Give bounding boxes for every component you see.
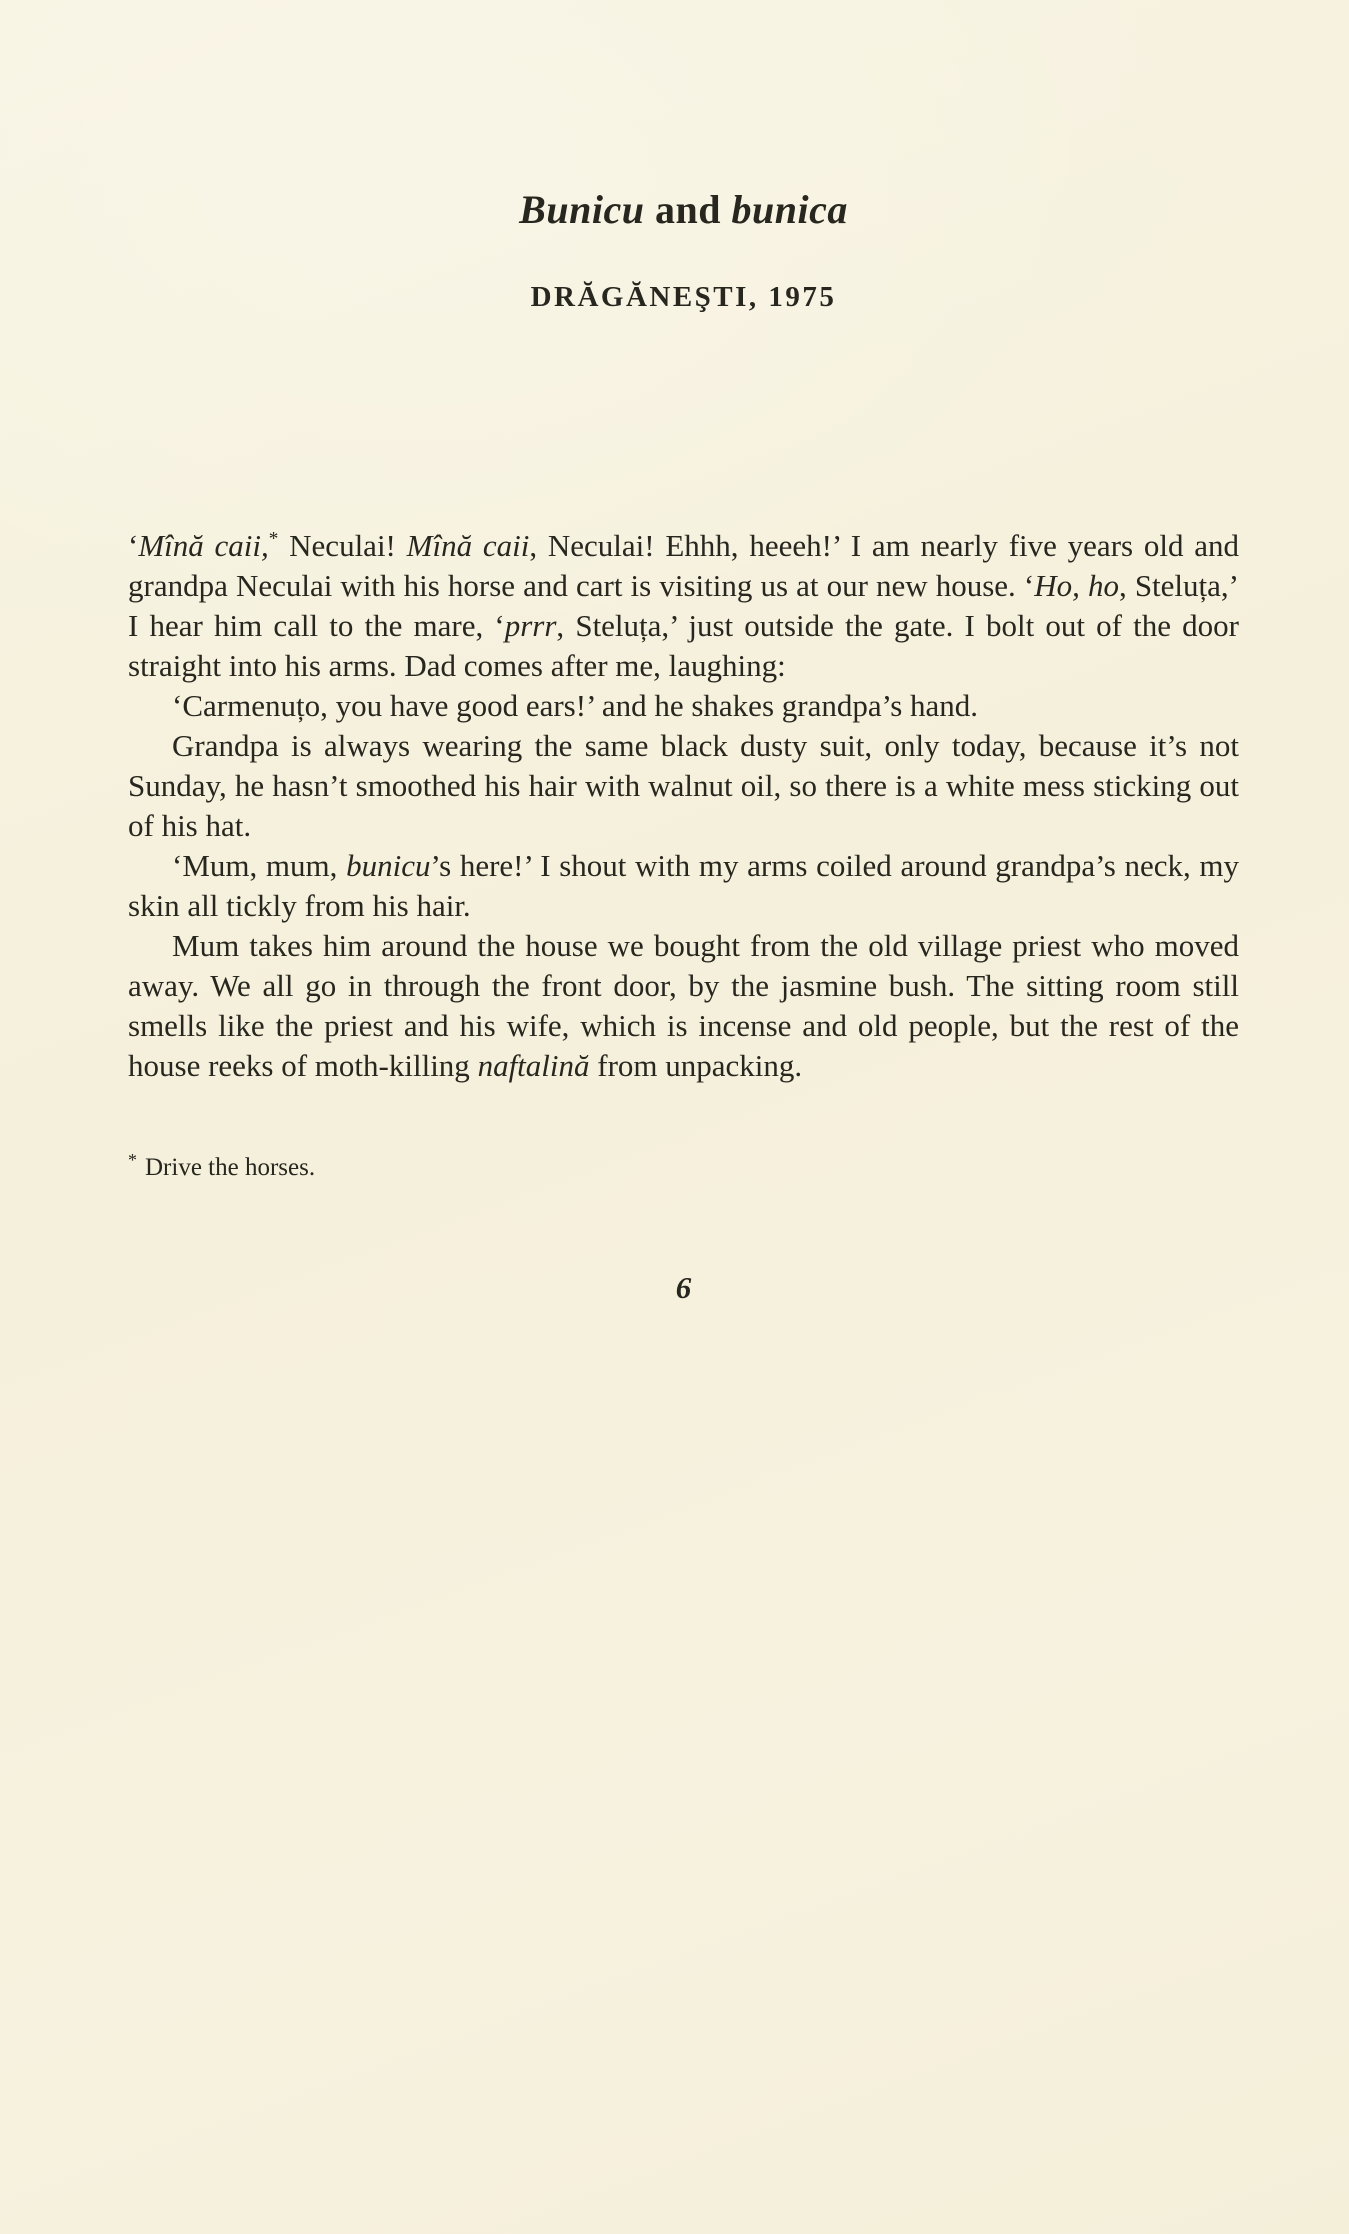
paragraph-3: Grandpa is always wearing the same black dusty suit, only today, because it’s not Sunday, he hasn’t smoothed his hair with walnut oil, so there is a white mess sticking out of his hat. [128,728,1239,843]
footnote [128,1149,1239,1184]
chapter-title: Bunicu and bunica [519,187,848,232]
footnote-text: Drive the horses. [145,1154,316,1181]
page-number: 6 [675,1270,692,1305]
paragraph-1: ‘Mînă caii,* Neculai! Mînă caii, Neculai! Ehhh, heeeh!’ I am nearly five years old and grandpa Neculai with his horse and cart is visiting us at our new house. ‘Ho, ho, Steluța,’ I hear him call to the mare, ‘prrr, Steluța,’ just outside the gate. I bolt out of the door straight into his arms. Dad comes after me, laughing: [128,528,1240,683]
paragraph-5: Mum takes him around the house we bought from the old village priest who moved away. We all go in through the front door, by the jasmine bush. The sitting room still smells like the priest and his wife, which is incense and old people, but the rest of the house reeks of moth-killing naftalină from unpacking. [128,928,1239,1083]
chapter-subtitle: DRĂGĂNEŞTI, 1975 [530,281,837,313]
paragraph-2: ‘Carmenuțo, you have good ears!’ and he shakes grandpa’s hand. [172,688,979,723]
body-text [128,526,1239,1086]
footnote-marker: * [128,1149,137,1170]
paragraph-4: ‘Mum, mum, bunicu’s here!’ I shout with my arms coiled around grandpa’s neck, my skin all tickly from his hair. [128,848,1240,923]
